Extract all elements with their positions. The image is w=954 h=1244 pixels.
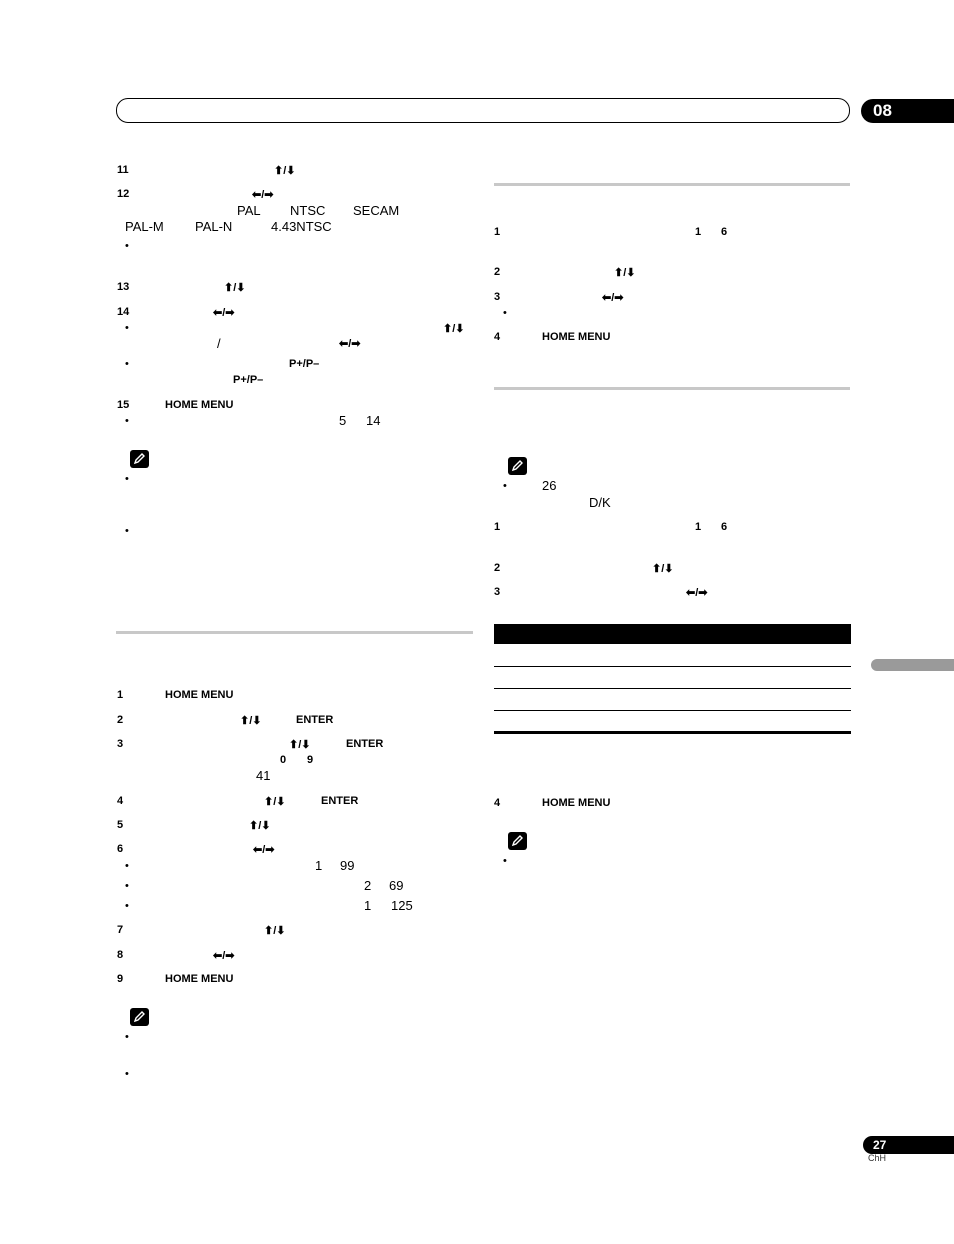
enter-key: ENTER: [321, 795, 359, 807]
up-down-arrow-icon: ⬆/⬇: [240, 715, 262, 727]
bullet: •: [503, 480, 507, 492]
page-number: 27: [863, 1136, 954, 1154]
system-secam: SECAM: [353, 203, 400, 218]
bullet: •: [125, 525, 129, 537]
page-language: ChH: [868, 1153, 887, 1163]
up-down-arrow-icon: ⬆/⬇: [614, 267, 636, 279]
step-number: 13: [117, 281, 130, 293]
step-number: 1: [494, 226, 501, 238]
step-number: 6: [117, 843, 124, 855]
left-right-arrow-icon: ⬅/➡: [213, 950, 235, 962]
bullet: •: [125, 473, 129, 485]
system-pal: PAL: [237, 203, 261, 218]
bullet: •: [125, 322, 129, 334]
step-number: 1: [117, 689, 124, 701]
up-down-arrow-icon: ⬆/⬇: [249, 820, 271, 832]
range-from: 2: [364, 878, 372, 893]
step-number: 12: [117, 188, 130, 200]
up-down-arrow-icon: ⬆/⬇: [264, 796, 286, 808]
step-number: 14: [117, 306, 130, 318]
table-row-divider: [494, 710, 851, 711]
up-down-arrow-icon: ⬆/⬇: [652, 563, 674, 575]
step-number: 4: [117, 795, 124, 807]
step-number: 4: [494, 331, 501, 343]
table-bottom-rule: [494, 731, 851, 734]
bullet: •: [125, 900, 129, 912]
bullet: •: [503, 855, 507, 867]
step-number: 3: [494, 586, 501, 598]
home-menu-key: HOME MENU: [165, 399, 234, 411]
step-number: 3: [117, 738, 124, 750]
home-menu-key: HOME MENU: [542, 797, 611, 809]
left-right-arrow-icon: ⬅/➡: [686, 587, 708, 599]
section-rule: [116, 631, 473, 634]
pplus-key: P+/P–: [289, 358, 320, 370]
bullet: •: [503, 307, 507, 319]
step-number: 2: [117, 714, 124, 726]
bullet: •: [125, 240, 129, 252]
range-to: 69: [389, 878, 404, 893]
side-index-tab: [871, 659, 954, 671]
note-icon: [508, 457, 527, 475]
chapter-tab: 08: [861, 99, 954, 123]
table-header: [494, 624, 851, 644]
note-icon: [130, 450, 149, 468]
range-from: 1: [315, 858, 323, 873]
note-icon: [130, 1008, 149, 1026]
slash: /: [217, 336, 221, 351]
step-number: 3: [494, 291, 501, 303]
bullet: •: [125, 358, 129, 370]
bullet: •: [125, 860, 129, 872]
range-from: 5: [339, 413, 347, 428]
range-to: 125: [391, 898, 413, 913]
range-to: 99: [340, 858, 355, 873]
step-number: 5: [117, 819, 124, 831]
left-right-arrow-icon: ⬅/➡: [253, 844, 275, 856]
up-down-arrow-icon: ⬆/⬇: [443, 323, 465, 335]
left-right-arrow-icon: ⬅/➡: [339, 338, 361, 350]
step-number: 7: [117, 924, 124, 936]
up-down-arrow-icon: ⬆/⬇: [264, 925, 286, 937]
system-dk: D/K: [589, 495, 611, 510]
range-to: 6: [721, 226, 728, 238]
note-icon: [508, 832, 527, 850]
step-number: 9: [117, 973, 124, 985]
header-bar: [116, 98, 850, 123]
system-pal-n: PAL-N: [195, 219, 233, 234]
section-rule: [494, 387, 850, 390]
step-number: 15: [117, 399, 130, 411]
home-menu-key: HOME MENU: [165, 973, 234, 985]
step-number: 2: [494, 562, 501, 574]
step-number: 2: [494, 266, 501, 278]
step-number: 1: [494, 521, 501, 533]
section-rule: [494, 183, 850, 186]
digit-key: 0: [280, 754, 287, 766]
pplus-key: P+/P–: [233, 374, 264, 386]
home-menu-key: HOME MENU: [542, 331, 611, 343]
enter-key: ENTER: [296, 714, 334, 726]
system-ntsc: NTSC: [290, 203, 326, 218]
page-reference: 26: [542, 478, 557, 493]
left-right-arrow-icon: ⬅/➡: [602, 292, 624, 304]
left-right-arrow-icon: ⬅/➡: [252, 189, 274, 201]
range-from: 1: [695, 521, 702, 533]
bullet: •: [125, 880, 129, 892]
step-number: 4: [494, 797, 501, 809]
bullet: •: [125, 1031, 129, 1043]
up-down-arrow-icon: ⬆/⬇: [224, 282, 246, 294]
bullet: •: [125, 415, 129, 427]
range-to: 14: [366, 413, 381, 428]
bullet: •: [125, 1068, 129, 1080]
up-down-arrow-icon: ⬆/⬇: [289, 739, 311, 751]
range-from: 1: [695, 226, 702, 238]
digit-key: 9: [307, 754, 314, 766]
left-right-arrow-icon: ⬅/➡: [213, 307, 235, 319]
step-number: 8: [117, 949, 124, 961]
up-down-arrow-icon: ⬆/⬇: [274, 165, 296, 177]
range-from: 1: [364, 898, 372, 913]
system-pal-m: PAL-M: [125, 219, 164, 234]
home-menu-key: HOME MENU: [165, 689, 234, 701]
enter-key: ENTER: [346, 738, 384, 750]
system-443ntsc: 4.43NTSC: [271, 219, 332, 234]
table-row-divider: [494, 688, 851, 689]
example-value: 41: [256, 768, 271, 783]
table-row-divider: [494, 666, 851, 667]
step-number: 11: [117, 164, 129, 176]
range-to: 6: [721, 521, 728, 533]
